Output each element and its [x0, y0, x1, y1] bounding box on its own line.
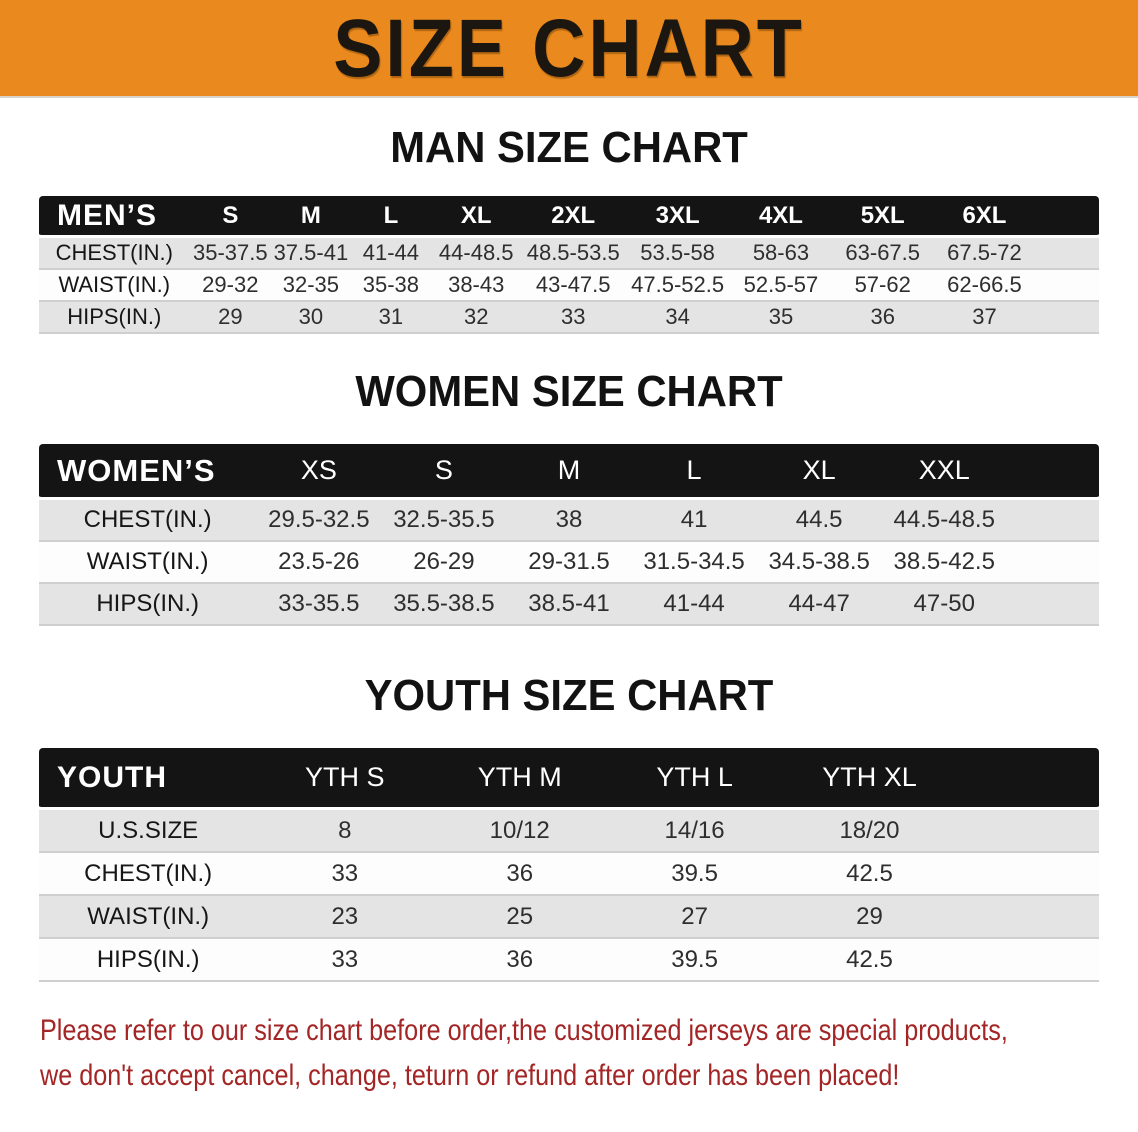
- size-column-header: 3XL: [625, 196, 730, 238]
- measure-value: 29-31.5: [506, 542, 631, 584]
- measure-value: 42.5: [782, 853, 957, 896]
- measure-value: 48.5-53.5: [521, 238, 625, 270]
- men-header-row: [39, 196, 1099, 238]
- measure-value: 52.5-57: [730, 270, 832, 302]
- size-column-header: YTH M: [432, 748, 607, 810]
- measure-label: CHEST(IN.): [39, 853, 257, 896]
- size-column-header: L: [632, 444, 757, 500]
- table-row: [39, 939, 1099, 982]
- measure-value: 58-63: [730, 238, 832, 270]
- measure-value: 35-38: [351, 270, 432, 302]
- women-header-row: [39, 444, 1099, 500]
- measure-label: HIPS(IN.): [39, 939, 257, 982]
- youth-size-table: [39, 748, 1099, 982]
- table-row: [39, 302, 1099, 334]
- measure-value: 31: [351, 302, 432, 334]
- youth-size-chart-heading: YOUTH SIZE CHART: [364, 671, 774, 720]
- measure-value: 43-47.5: [521, 270, 625, 302]
- measure-value: 18/20: [782, 810, 957, 853]
- measure-value: 33: [521, 302, 625, 334]
- measure-value: 37: [934, 302, 1036, 334]
- measure-value: 37.5-41: [271, 238, 351, 270]
- measure-value: 44.5: [757, 500, 882, 542]
- measure-value: 25: [432, 896, 607, 939]
- table-row: [39, 853, 1099, 896]
- youth-header-row: [39, 748, 1099, 810]
- measure-value: 41-44: [632, 584, 757, 626]
- measure-value: 36: [432, 939, 607, 982]
- measure-value: 36: [832, 302, 934, 334]
- measure-value: 32-35: [271, 270, 351, 302]
- size-column-header: YTH XL: [782, 748, 957, 810]
- measure-label: U.S.SIZE: [39, 810, 257, 853]
- table-row: [39, 896, 1099, 939]
- measure-value: 23.5-26: [256, 542, 381, 584]
- men-size-table: [39, 196, 1099, 334]
- size-column-header: M: [506, 444, 631, 500]
- measure-label: CHEST(IN.): [39, 238, 190, 270]
- size-column-header: YTH S: [257, 748, 432, 810]
- measure-value: 30: [271, 302, 351, 334]
- size-column-header: XXL: [882, 444, 1007, 500]
- measure-value: 44-48.5: [431, 238, 521, 270]
- measure-value: 67.5-72: [934, 238, 1036, 270]
- row-spacer: [1007, 584, 1099, 626]
- table-row: [39, 584, 1099, 626]
- header-spacer: [1035, 196, 1099, 238]
- measure-value: 39.5: [607, 939, 782, 982]
- measure-value: 44-47: [757, 584, 882, 626]
- table-row: [39, 810, 1099, 853]
- measure-value: 47.5-52.5: [625, 270, 730, 302]
- measure-value: 26-29: [381, 542, 506, 584]
- row-spacer: [1007, 500, 1099, 542]
- size-column-header: XL: [431, 196, 521, 238]
- header-spacer: [1007, 444, 1099, 500]
- measure-value: 36: [432, 853, 607, 896]
- measure-value: 8: [257, 810, 432, 853]
- disclaimer-line-1: Please refer to our size chart before order,the customized jerseys are special products,: [40, 1014, 1008, 1047]
- measure-value: 34: [625, 302, 730, 334]
- measure-value: 29: [782, 896, 957, 939]
- size-column-header: S: [190, 196, 272, 238]
- measure-value: 29-32: [190, 270, 272, 302]
- row-spacer: [1035, 302, 1099, 334]
- size-chart-banner: [0, 0, 1138, 98]
- measure-value: 10/12: [432, 810, 607, 853]
- size-column-header: YTH L: [607, 748, 782, 810]
- row-spacer: [957, 896, 1099, 939]
- measure-value: 63-67.5: [832, 238, 934, 270]
- table-row: [39, 270, 1099, 302]
- measure-value: 47-50: [882, 584, 1007, 626]
- table-row: [39, 542, 1099, 584]
- measure-value: 29.5-32.5: [256, 500, 381, 542]
- measure-value: 34.5-38.5: [757, 542, 882, 584]
- women-table-label: WOMEN’S: [39, 444, 256, 500]
- row-spacer: [1035, 270, 1099, 302]
- measure-value: 33: [257, 853, 432, 896]
- measure-label: CHEST(IN.): [39, 500, 256, 542]
- measure-value: 33-35.5: [256, 584, 381, 626]
- measure-value: 32: [431, 302, 521, 334]
- measure-value: 57-62: [832, 270, 934, 302]
- table-row: [39, 238, 1099, 270]
- row-spacer: [957, 939, 1099, 982]
- measure-value: 38-43: [431, 270, 521, 302]
- size-column-header: 6XL: [934, 196, 1036, 238]
- men-table-label: MEN’S: [39, 196, 190, 238]
- measure-value: 53.5-58: [625, 238, 730, 270]
- measure-label: WAIST(IN.): [39, 542, 256, 584]
- size-column-header: XS: [256, 444, 381, 500]
- women-size-section: [0, 368, 1138, 626]
- size-column-header: 4XL: [730, 196, 832, 238]
- measure-value: 38.5-41: [506, 584, 631, 626]
- disclaimer-line-2: we don't accept cancel, change, teturn or refund after order has been placed!: [40, 1059, 900, 1092]
- women-size-table: [39, 444, 1099, 626]
- measure-value: 44.5-48.5: [882, 500, 1007, 542]
- youth-table-label: YOUTH: [39, 748, 257, 810]
- size-column-header: M: [271, 196, 351, 238]
- women-size-chart-heading: WOMEN SIZE CHART: [355, 367, 783, 416]
- measure-value: 41: [632, 500, 757, 542]
- measure-value: 35.5-38.5: [381, 584, 506, 626]
- measure-value: 38.5-42.5: [882, 542, 1007, 584]
- measure-value: 23: [257, 896, 432, 939]
- measure-value: 32.5-35.5: [381, 500, 506, 542]
- header-spacer: [957, 748, 1099, 810]
- men-size-section: [0, 124, 1138, 334]
- measure-label: HIPS(IN.): [39, 584, 256, 626]
- row-spacer: [1007, 542, 1099, 584]
- measure-value: 39.5: [607, 853, 782, 896]
- measure-value: 35: [730, 302, 832, 334]
- size-column-header: L: [351, 196, 432, 238]
- size-column-header: 2XL: [521, 196, 625, 238]
- measure-value: 29: [190, 302, 272, 334]
- measure-value: 38: [506, 500, 631, 542]
- size-column-header: 5XL: [832, 196, 934, 238]
- measure-label: HIPS(IN.): [39, 302, 190, 334]
- row-spacer: [957, 810, 1099, 853]
- measure-value: 14/16: [607, 810, 782, 853]
- measure-value: 35-37.5: [190, 238, 272, 270]
- size-column-header: S: [381, 444, 506, 500]
- measure-value: 31.5-34.5: [632, 542, 757, 584]
- row-spacer: [957, 853, 1099, 896]
- size-column-header: XL: [757, 444, 882, 500]
- measure-value: 62-66.5: [934, 270, 1036, 302]
- size-chart-title: SIZE CHART: [333, 2, 805, 94]
- measure-value: 27: [607, 896, 782, 939]
- row-spacer: [1035, 238, 1099, 270]
- disclaimer: [40, 1008, 1138, 1098]
- measure-value: 42.5: [782, 939, 957, 982]
- man-size-chart-heading: MAN SIZE CHART: [390, 123, 748, 172]
- table-row: [39, 500, 1099, 542]
- measure-value: 33: [257, 939, 432, 982]
- measure-label: WAIST(IN.): [39, 896, 257, 939]
- measure-value: 41-44: [351, 238, 432, 270]
- youth-size-section: [0, 672, 1138, 982]
- measure-label: WAIST(IN.): [39, 270, 190, 302]
